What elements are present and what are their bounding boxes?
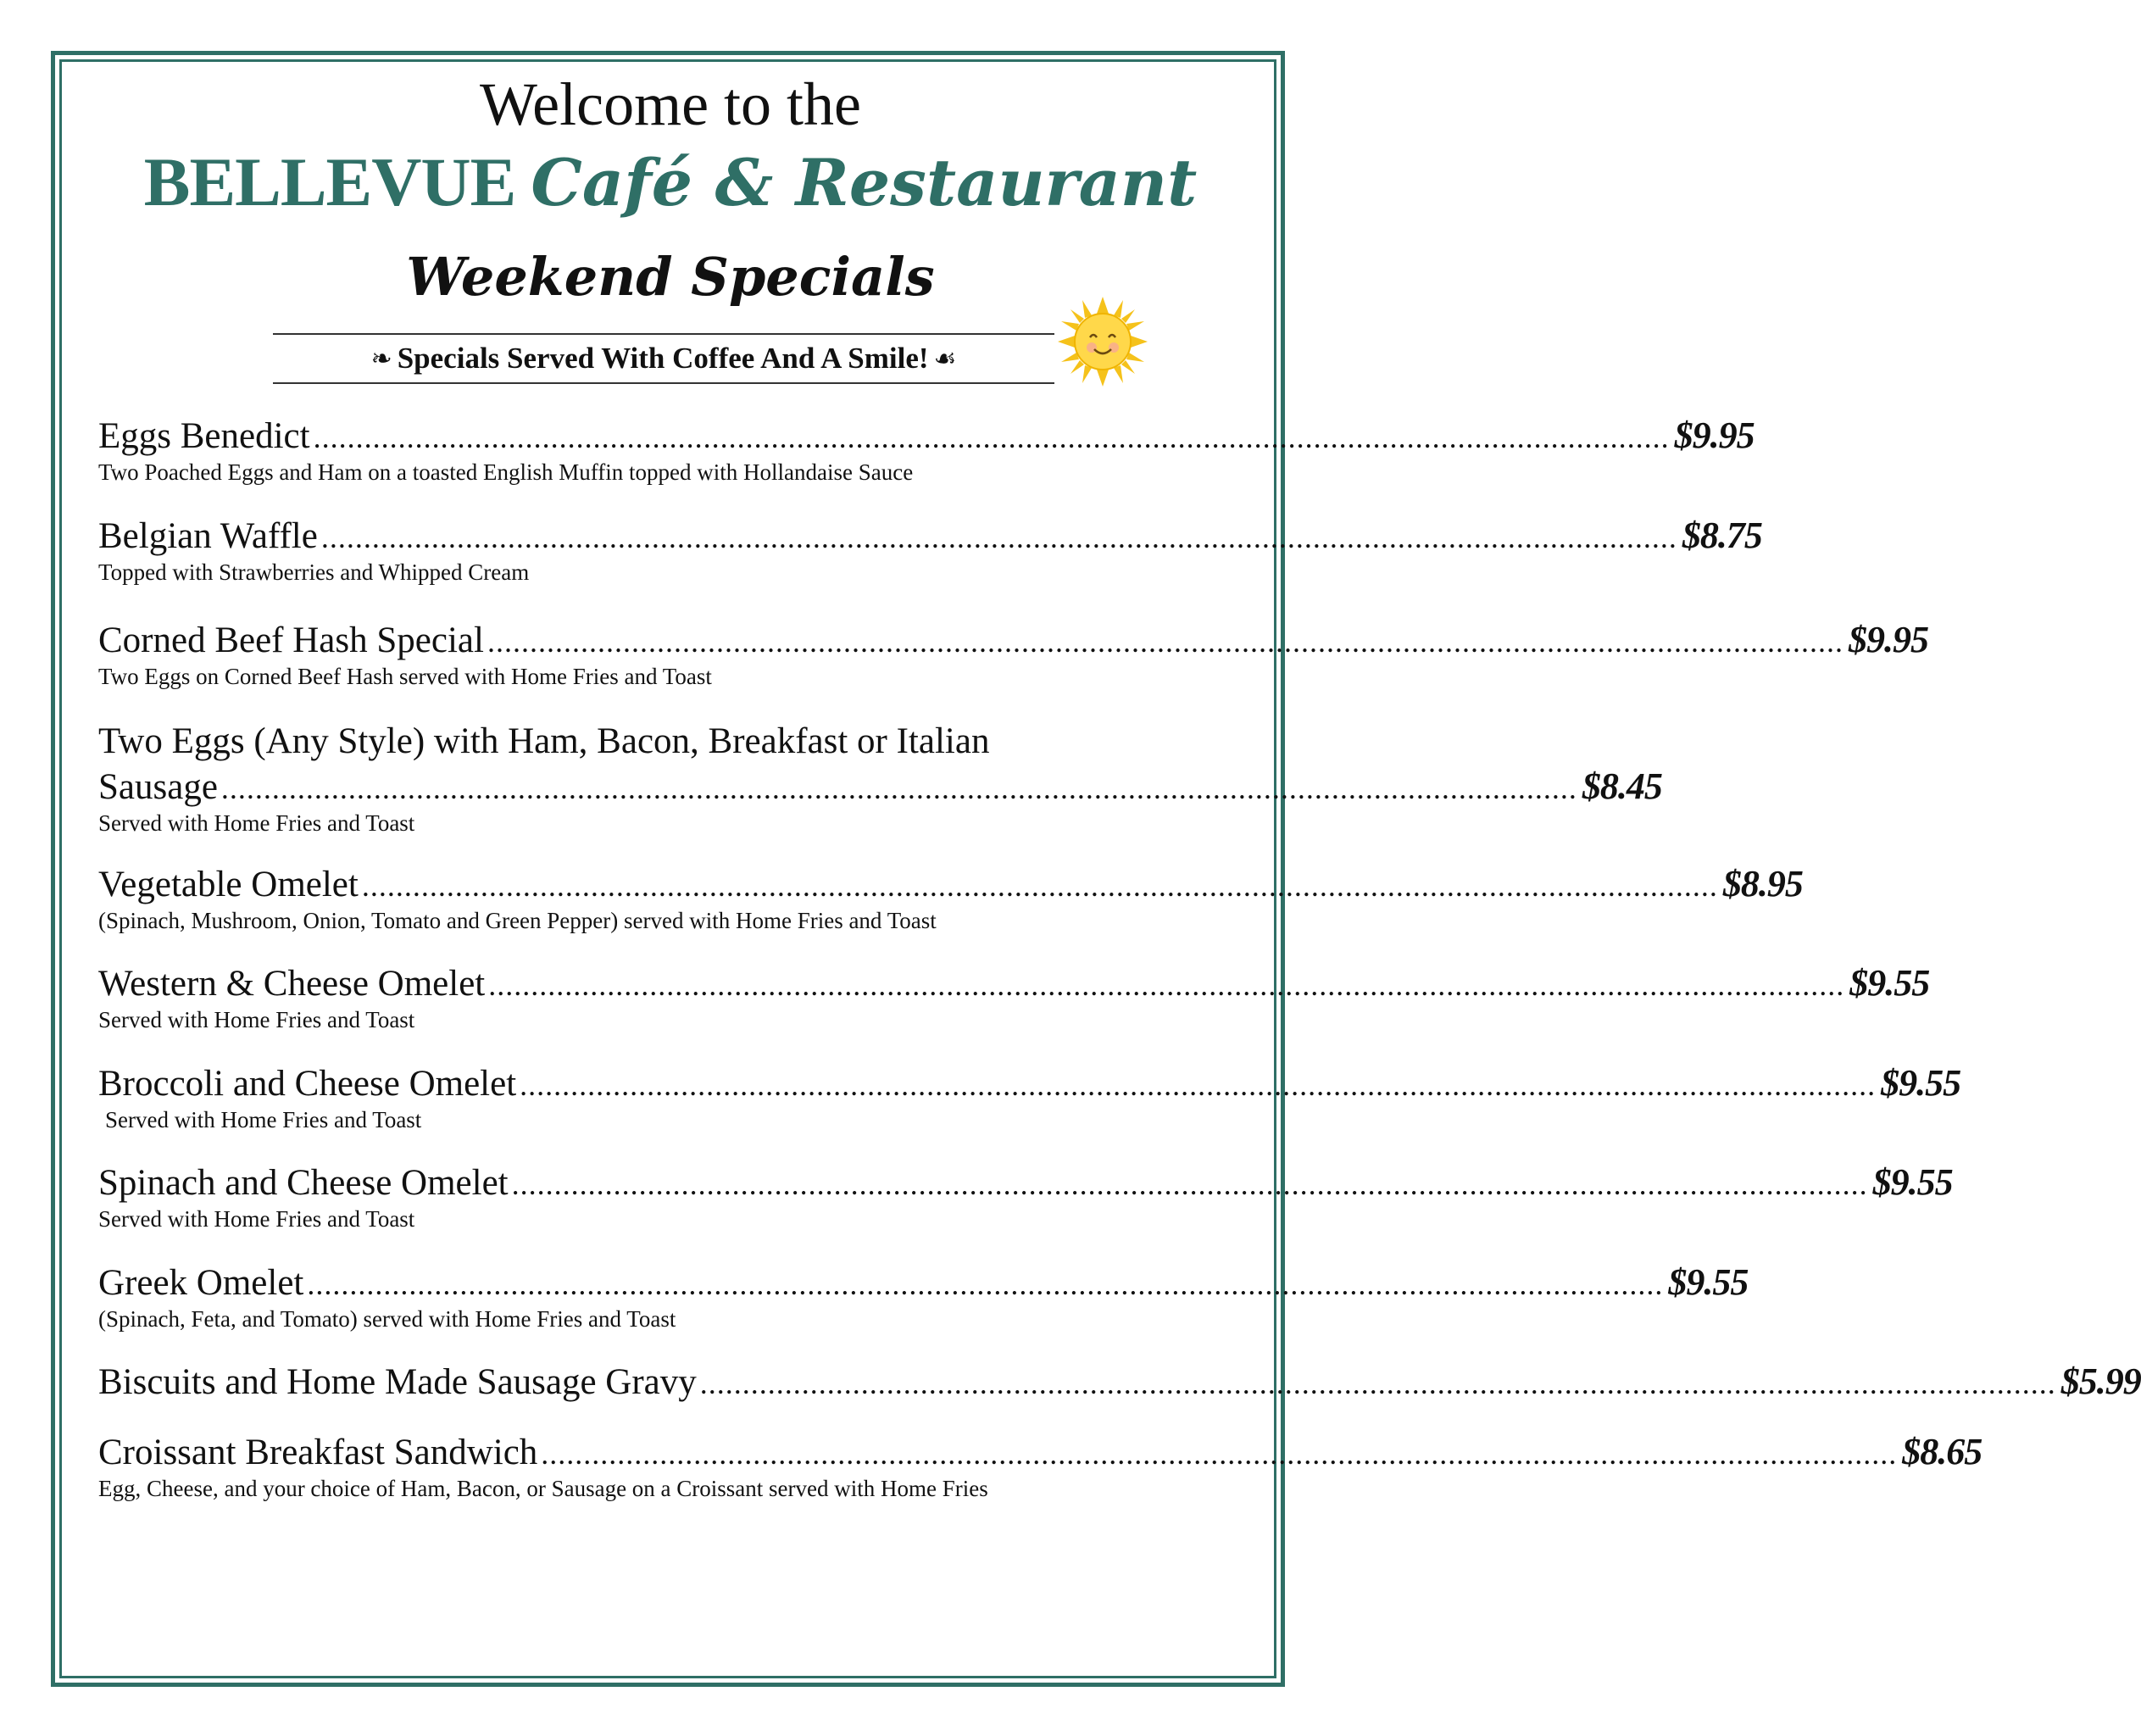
flourish-right-icon: ☙ xyxy=(933,343,957,374)
item-description: Served with Home Fries and Toast xyxy=(98,1206,415,1232)
menu-item xyxy=(98,618,1928,690)
leader-dots: ................................................................................................................................................................ xyxy=(320,520,1677,554)
item-description: Topped with Strawberries and Whipped Cream xyxy=(98,559,530,585)
leader-dots: ................................................................................................................................................................ xyxy=(511,1167,1868,1201)
item-name: Vegetable Omelet xyxy=(98,865,359,904)
item-description: Two Eggs on Corned Beef Hash served with Home Fries and Toast xyxy=(98,664,712,689)
menu-item xyxy=(98,862,1803,934)
menu-item xyxy=(98,1360,2141,1412)
item-name: Greek Omelet xyxy=(98,1263,304,1303)
item-price: $8.75 xyxy=(1682,515,1762,556)
menu-item xyxy=(98,414,1755,486)
item-price: $9.95 xyxy=(1674,415,1755,456)
item-price: $9.95 xyxy=(1848,619,1928,660)
item-description: (Spinach, Feta, and Tomato) served with Home Fries and Toast xyxy=(98,1306,676,1332)
item-price: $8.95 xyxy=(1722,863,1803,904)
leader-dots: ................................................................................................................................................................ xyxy=(699,1366,2056,1400)
menu-item xyxy=(98,514,1762,586)
item-price: $9.55 xyxy=(1849,962,1930,1004)
leader-dots: ................................................................................................................................................................ xyxy=(487,625,1843,659)
item-description: (Spinach, Mushroom, Onion, Tomato and Green Pepper) served with Home Fries and Toast xyxy=(98,908,937,933)
menu-item xyxy=(98,1430,1983,1502)
item-name: Eggs Benedict xyxy=(98,416,310,456)
item-price: $8.65 xyxy=(1902,1431,1983,1472)
leader-dots: ................................................................................................................................................................ xyxy=(541,1437,1898,1471)
item-description: Served with Home Fries and Toast xyxy=(98,1007,415,1032)
brand-name: BELLEVUE xyxy=(143,143,516,220)
item-name: Spinach and Cheese Omelet xyxy=(98,1163,509,1203)
item-name: Western & Cheese Omelet xyxy=(98,964,486,1004)
item-price: $9.55 xyxy=(1668,1261,1749,1303)
item-price: $5.99 xyxy=(2060,1360,2141,1402)
leader-dots: ................................................................................................................................................................ xyxy=(307,1267,1664,1301)
leader-dots: ................................................................................................................................................................ xyxy=(488,968,1845,1002)
menu-item xyxy=(98,961,1930,1033)
flourish-left-icon: ❧ xyxy=(370,343,392,374)
item-price: $9.55 xyxy=(1872,1161,1953,1203)
menu-item xyxy=(98,1061,1961,1133)
item-name: Belgian Waffle xyxy=(98,516,318,556)
brand-script: Café & Restaurant xyxy=(531,145,1198,220)
weekend-specials-title: Weekend Specials xyxy=(406,246,935,308)
tagline: Specials Served With Coffee And A Smile! xyxy=(397,342,929,375)
leader-dots: ................................................................................................................................................................ xyxy=(313,420,1670,454)
item-description: Served with Home Fries and Toast xyxy=(105,1107,422,1132)
item-description: Egg, Cheese, and your choice of Ham, Bacon, or Sausage on a Croissant served with Home Fries xyxy=(98,1476,988,1501)
smiling-sun-icon xyxy=(1056,295,1149,388)
item-name: Sausage xyxy=(98,767,218,807)
leader-dots: ................................................................................................................................................................ xyxy=(361,869,1718,903)
menu-item xyxy=(98,1260,1749,1333)
item-name: Broccoli and Cheese Omelet xyxy=(98,1064,517,1104)
item-description: Served with Home Fries and Toast xyxy=(98,810,415,836)
item-description: Two Poached Eggs and Ham on a toasted English Muffin topped with Hollandaise Sauce xyxy=(98,459,914,485)
item-name: Croissant Breakfast Sandwich xyxy=(98,1433,538,1472)
tagline-banner xyxy=(273,333,1054,384)
menu-item xyxy=(98,719,1662,837)
item-name: Biscuits and Home Made Sausage Gravy xyxy=(98,1362,697,1402)
leader-dots: ................................................................................................................................................................ xyxy=(520,1068,1877,1102)
item-name: Corned Beef Hash Special xyxy=(98,620,484,660)
menu-item xyxy=(98,1160,1953,1232)
item-price: $8.45 xyxy=(1582,765,1662,807)
item-price: $9.55 xyxy=(1881,1062,1961,1104)
welcome-heading: Welcome to the xyxy=(479,70,862,138)
item-name-line1: Two Eggs (Any Style) with Ham, Bacon, Breakfast or Italian xyxy=(98,721,990,761)
restaurant-name xyxy=(0,142,1341,222)
leader-dots: ................................................................................................................................................................ xyxy=(220,771,1577,805)
